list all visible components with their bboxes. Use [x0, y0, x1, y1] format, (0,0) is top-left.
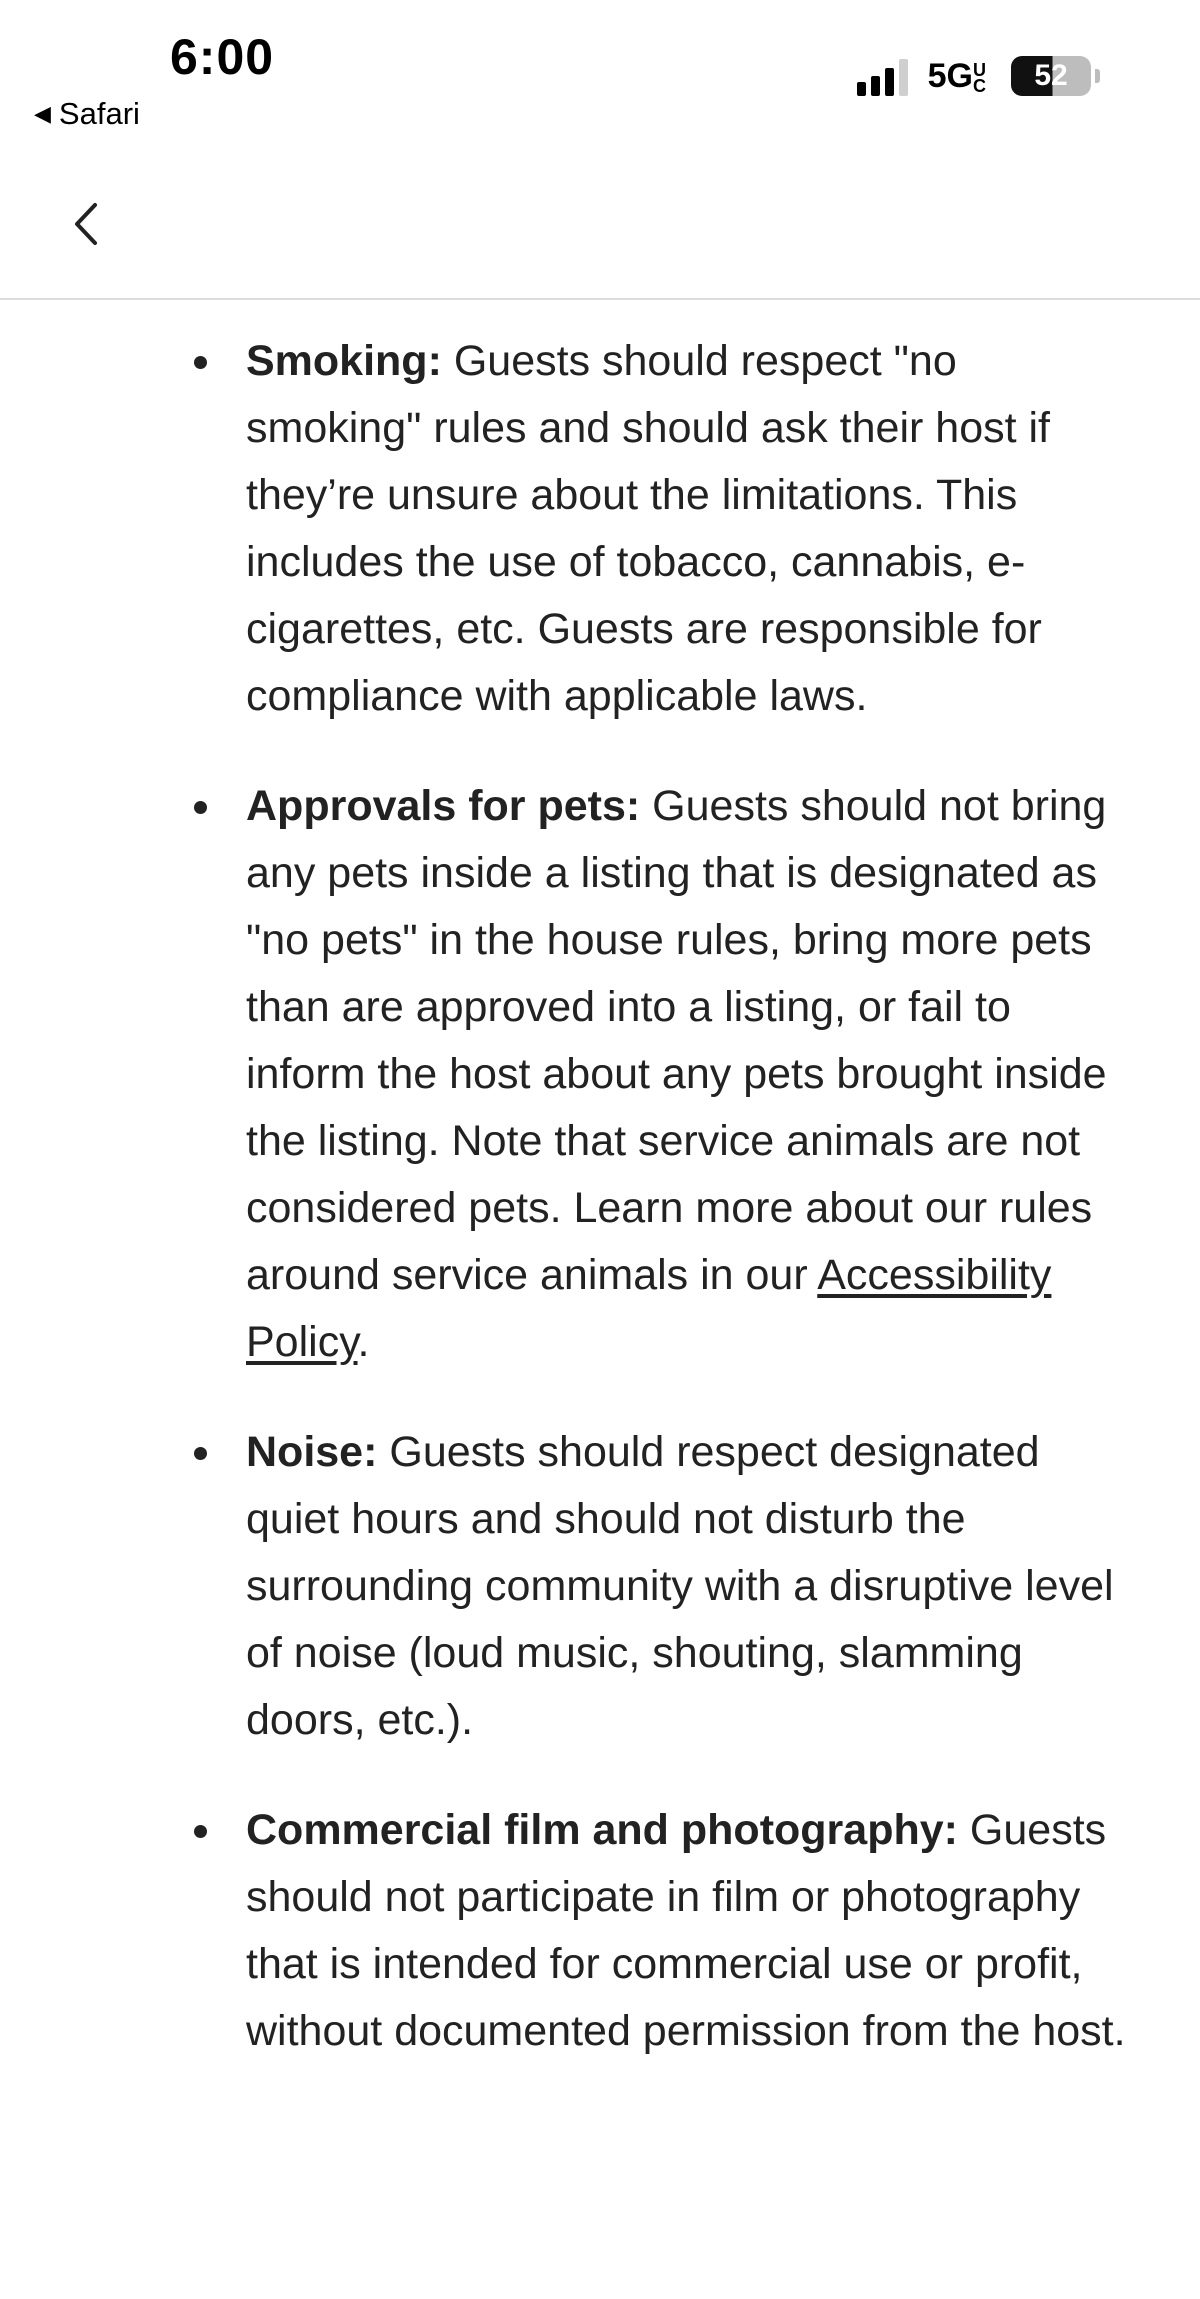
rule-smoking	[246, 328, 1126, 730]
back-to-safari-button[interactable]	[34, 96, 140, 132]
rule-title: Commercial film and photography:	[246, 1806, 958, 1854]
rule-title: Smoking:	[246, 337, 442, 385]
rule-noise	[246, 1419, 1126, 1754]
rule-text-end: .	[357, 1318, 370, 1366]
network-type: 5GUC	[927, 56, 986, 96]
rules-list	[0, 328, 1200, 2065]
bullet-icon	[194, 801, 207, 814]
status-indicators	[857, 56, 1100, 96]
rule-commercial-film	[246, 1797, 1126, 2065]
battery-icon	[1011, 56, 1100, 96]
status-time: 6:00	[170, 29, 275, 85]
chevron-left-icon	[73, 201, 99, 247]
bullet-icon	[194, 1825, 207, 1838]
rule-text: Guests should respect "no smoking" rules and should ask their host if they’re unsure about the limitations. This includes the use of tobacco, cannabis, e-cigarettes, etc. Guests are responsible for compliance with applicable laws.	[246, 337, 1051, 720]
accessibility-policy-link[interactable]: Accessibility Policy	[246, 1251, 1052, 1366]
rules-content	[0, 300, 1200, 2108]
rule-pets	[246, 773, 1126, 1376]
rule-text: Guests should not participate in film or photography that is intended for commercial use or profit, without documented permission from the host.	[246, 1806, 1126, 2055]
bullet-icon	[194, 1447, 207, 1460]
navigation-bar	[0, 150, 1200, 300]
back-triangle-icon: ◀	[34, 101, 51, 126]
bullet-icon	[194, 356, 207, 369]
status-bar	[0, 0, 1200, 150]
rule-title: Approvals for pets:	[246, 782, 641, 830]
battery-level: 52	[1011, 56, 1091, 96]
back-button[interactable]	[56, 194, 116, 254]
cellular-signal-icon	[857, 56, 908, 96]
rule-title: Noise:	[246, 1428, 378, 1476]
rule-text: Guests should not bring any pets inside a listing that is designated as "no pets" in the house rules, bring more pets than are approved into a listing, or fail to inform the host about any pets brought inside the listing. Note that service animals are not considered pets. Learn more about our rules around service animals in our	[246, 782, 1107, 1299]
rule-text: Guests should respect designated quiet hours and should not disturb the surrounding community with a disruptive level of noise (loud music, shouting, slamming doors, etc.).	[246, 1428, 1114, 1744]
back-app-label: Safari	[58, 96, 140, 131]
